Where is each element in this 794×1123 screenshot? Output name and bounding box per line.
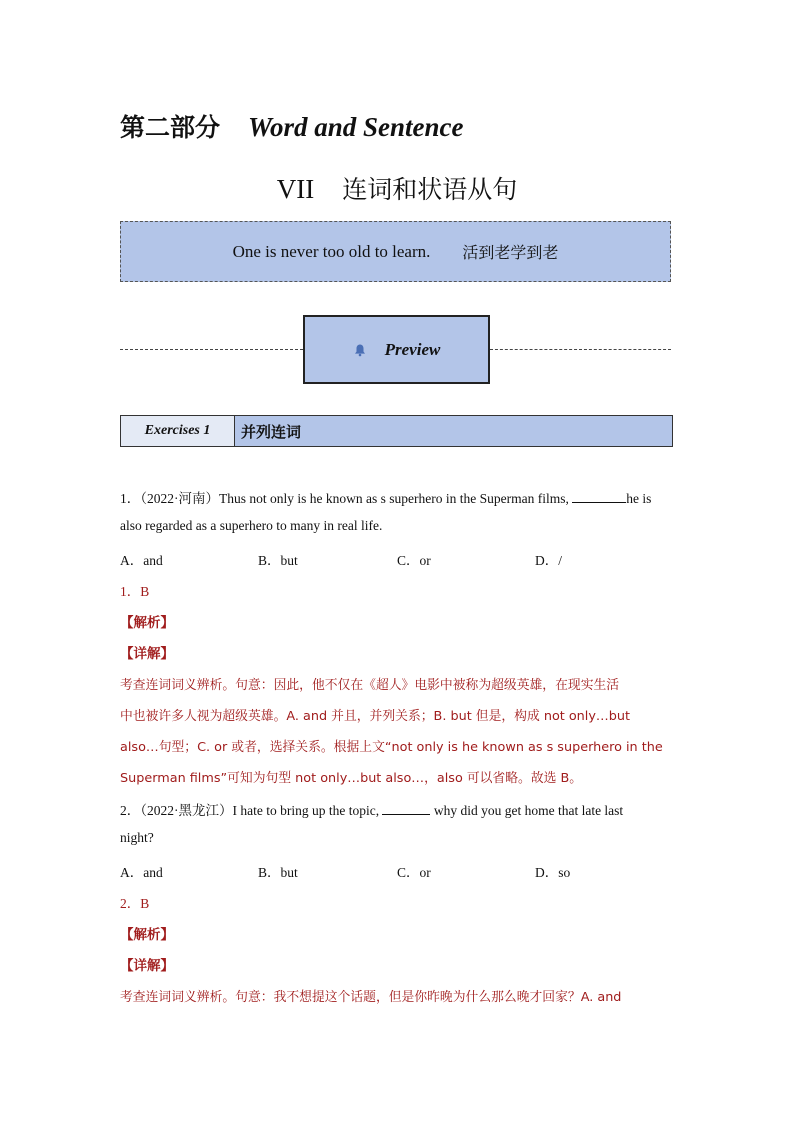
q2-option-a: A．and	[120, 865, 163, 880]
q2-option-c: C．or	[397, 865, 431, 880]
q1-jiexi-header: 【解析】	[120, 615, 174, 631]
divider-left	[120, 349, 303, 350]
chapter-number: VII	[276, 174, 315, 204]
q1-answer: 1．B	[120, 584, 150, 599]
q1-option-c: C．or	[397, 553, 431, 568]
q2-option-b: B．but	[258, 865, 298, 880]
part-title	[120, 108, 464, 144]
q2-stem-post: why did you get home that late last	[433, 803, 624, 818]
chapter-name: 连词和状语从句	[342, 175, 518, 204]
q2-stem-pre: 2．（2022·黑龙江）I hate to bring up the topic,	[120, 803, 380, 818]
q1-option-d: D．/	[535, 553, 562, 568]
q2-answer: 2．B	[120, 896, 150, 911]
q1-xiangjie-header: 【详解】	[120, 646, 174, 662]
q2-stem-line1	[120, 799, 623, 819]
q2-option-d: D．so	[535, 865, 571, 880]
motto-cn: 活到老学到老	[462, 243, 559, 262]
part-title-en: Word and Sentence	[248, 112, 464, 142]
motto-box	[120, 221, 671, 282]
q1-explanation-line: also…句型；C. or 或者，选择关系。根据上文“not only is he known as s superhero in the	[120, 740, 663, 755]
q1-stem-pre: 1．（2022·河南）Thus not only is he known as s superhero in the Superman films,	[120, 491, 569, 506]
q1-stem-line2: also regarded as a superhero to many in real life.	[120, 518, 383, 533]
q1-explanation-line: 中也被许多人视为超级英雄。A. and 并且，并列关系；B. but 但是，构成 not only…but	[120, 709, 630, 724]
q1-explanation-line: Superman films”可知为句型 not only…but also…，also 可以省略。故选 B。	[120, 771, 583, 786]
bell-icon	[353, 343, 367, 357]
section-header	[120, 415, 673, 447]
q1-stem-post: he is	[626, 491, 652, 506]
motto-en: One is never too old to learn.	[232, 241, 431, 261]
part-title-cn: 第二部分	[120, 113, 221, 142]
q1-stem-line1	[120, 487, 651, 507]
preview-label: Preview	[384, 339, 441, 359]
q2-xiangjie-header: 【详解】	[120, 958, 174, 974]
section-label: Exercises 1	[121, 416, 235, 446]
q1-option-b: B．but	[258, 553, 298, 568]
section-title: 并列连词	[241, 422, 302, 441]
preview-banner	[303, 315, 490, 384]
q1-option-a: A．and	[120, 553, 163, 568]
q2-answer-blank	[382, 802, 430, 815]
q2-stem-line2: night?	[120, 830, 154, 845]
chapter-title	[0, 170, 794, 206]
divider-right	[490, 349, 671, 350]
q2-jiexi-header: 【解析】	[120, 927, 174, 943]
q1-explanation-line: 考查连词词义辨析。句意：因此，他不仅在《超人》电影中被称为超级英雄，在现实生活	[120, 678, 620, 693]
q2-explanation-line: 考查连词词义辨析。句意：我不想提这个话题，但是你昨晚为什么那么晚才回家？A. and	[120, 990, 622, 1005]
q1-answer-blank	[572, 490, 626, 503]
